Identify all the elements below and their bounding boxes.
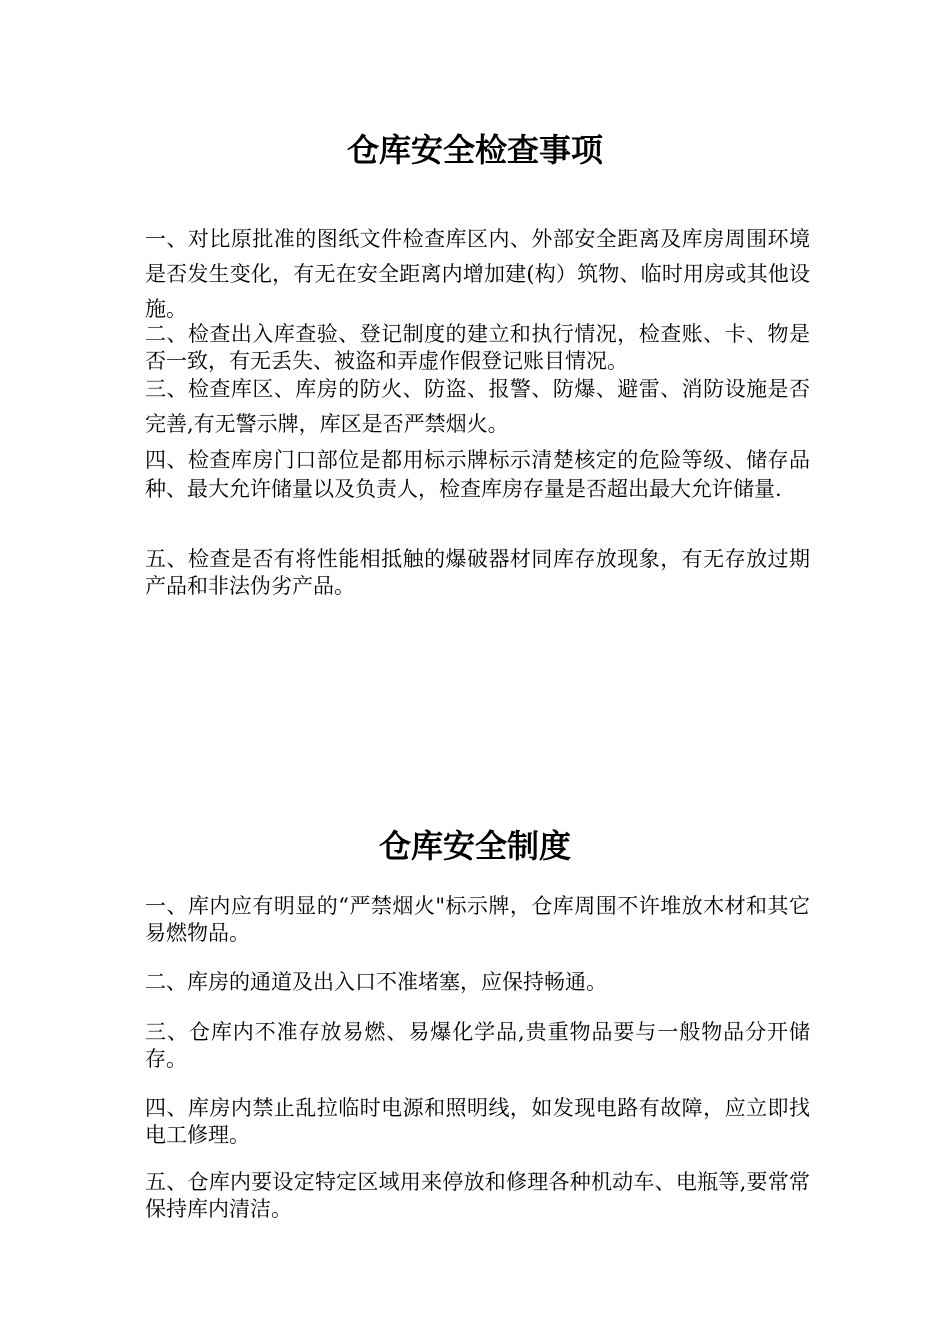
section1-item-1: 一、对比原批准的图纸文件检查库区内、外部安全距离及库房周围环境是否发生变化，有无在安全距离内增加建(构）筑物、临时用房或其他设施。 [145,227,810,321]
section1-item-4: 四、检查库房门口部位是都用标示牌标示清楚核定的危险等级、储存品种、最大允许储量以及负责人，检查库房存量是否超出最大允许储量. [145,448,810,501]
section2-item-4: 四、库房内禁止乱拉临时电源和照明线，如发现电路有故障，应立即找电工修理。 [145,1096,810,1147]
section2-title: 仓库安全制度 [378,827,571,865]
section1-item-2: 二、检查出入库查验、登记制度的建立和执行情况，检查账、卡、物是否一致，有无丢失、被盗和弄虚作假登记账目情况。 [145,322,810,373]
section2-item-3: 三、仓库内不准存放易燃、易爆化学品,贵重物品要与一般物品分开储存。 [145,1020,810,1071]
section1-title: 仓库安全检查事项 [346,131,603,169]
section1-item-5: 五、检查是否有将性能相抵触的爆破器材同库存放现象，有无存放过期产品和非法伪劣产品。 [145,547,810,598]
section1-item-3: 三、检查库区、库房的防火、防盗、报警、防爆、避雷、消防设施是否完善,有无警示牌，库区是否严禁烟火。 [145,377,810,436]
section2-item-1: 一、库内应有明显的“严禁烟火"标示牌，仓库周围不许堆放木材和其它易燃物品。 [145,894,810,945]
section2-item-5: 五、仓库内要设定特定区域用来停放和修理各种机动车、电瓶等,要常常保持库内清洁。 [145,1170,810,1221]
section2-item-2: 二、库房的通道及出入口不准堵塞，应保持畅通。 [145,970,607,994]
